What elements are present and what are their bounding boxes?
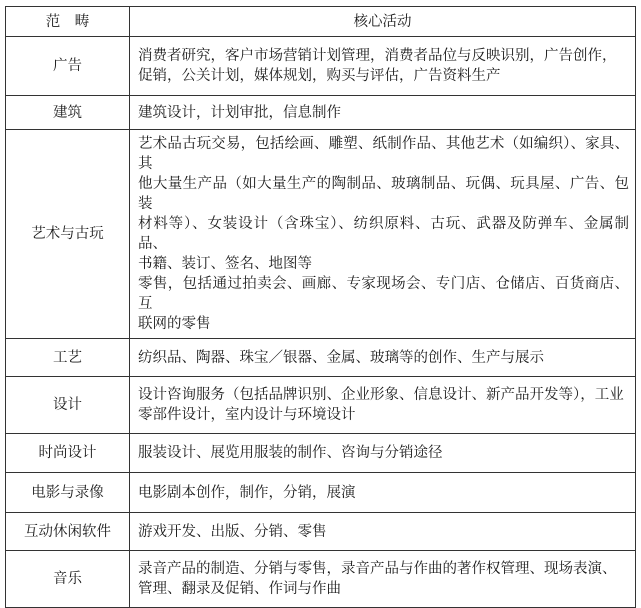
activities-cell	[130, 551, 636, 608]
header-activities: 核心活动	[130, 7, 636, 37]
activity-line: 服装设计、展览用服装的制作、咨询与分销途径	[138, 445, 443, 461]
table-row	[6, 130, 636, 339]
activities-cell	[130, 130, 636, 339]
activity-line: 联网的零售	[138, 316, 211, 332]
activities-cell	[130, 339, 636, 377]
activity-line: 建筑设计，计划审批，信息制作	[138, 104, 341, 121]
activities-cell	[130, 377, 636, 434]
activity-line: 书籍、装订、签名、地图等	[138, 256, 312, 272]
category-cell: 艺术与古玩	[6, 130, 130, 339]
activity-line: 录音产品的制造、分销与零售，录音产品与作曲的著作权管理、现场表演、	[138, 561, 617, 577]
category-cell: 音乐	[6, 551, 130, 608]
activity-line: 材料等）、女装设计（含珠宝）、纺织原料、古玩、武器及防弹车、金属制品、	[138, 216, 629, 252]
category-cell: 设计	[6, 377, 130, 434]
activity-line: 他大量生产品（如大量生产的陶制品、玻璃制品、玩偶、玩具屋、广告、包装	[138, 176, 629, 212]
activities-cell	[130, 434, 636, 473]
creative-industries-table	[5, 6, 636, 608]
table-row	[6, 96, 636, 130]
activity-line: 零部件设计，室内设计与环境设计	[138, 407, 356, 423]
header-category: 范 畴	[6, 7, 130, 37]
activity-line: 电影剧本创作，制作，分销，展演	[138, 484, 356, 501]
table-header-row	[6, 7, 636, 37]
activities-cell	[130, 37, 636, 96]
activity-line: 艺术品古玩交易，包括绘画、雕塑、纸制作品、其他艺术（如编织）、家具、其	[138, 136, 629, 172]
category-cell: 广告	[6, 37, 130, 96]
activity-line: 纺织品、陶器、珠宝／银器、金属、玻璃等的创作、生产与展示	[138, 349, 544, 366]
activities-cell	[130, 513, 636, 551]
category-cell: 建筑	[6, 96, 130, 130]
activity-line: 游戏开发、出版、分销、零售	[138, 523, 327, 540]
category-cell: 电影与录像	[6, 473, 130, 513]
category-cell: 互动休闲软件	[6, 513, 130, 551]
activity-line: 零售，包括通过拍卖会、画廊、专家现场会、专门店、仓储店、百货商店、互	[138, 276, 629, 312]
activities-cell	[130, 96, 636, 130]
table-row	[6, 37, 636, 96]
category-cell: 时尚设计	[6, 434, 130, 473]
activity-line: 消费者研究，客户市场营销计划管理，消费者品位与反映识别，广告创作，	[138, 48, 617, 64]
table-row	[6, 434, 636, 473]
activity-line: 管理、翻录及促销、作词与作曲	[138, 581, 341, 597]
table-row	[6, 339, 636, 377]
category-cell: 工艺	[6, 339, 130, 377]
creative-industries-table-page	[5, 6, 635, 608]
table-row	[6, 513, 636, 551]
table-row	[6, 377, 636, 434]
activities-cell	[130, 473, 636, 513]
activity-line: 促销，公关计划，媒体规划，购买与评估，广告资料生产	[138, 68, 501, 84]
table-row	[6, 473, 636, 513]
activity-line: 设计咨询服务（包括品牌识别、企业形象、信息设计、新产品开发等），工业	[138, 387, 624, 403]
table-row	[6, 551, 636, 608]
